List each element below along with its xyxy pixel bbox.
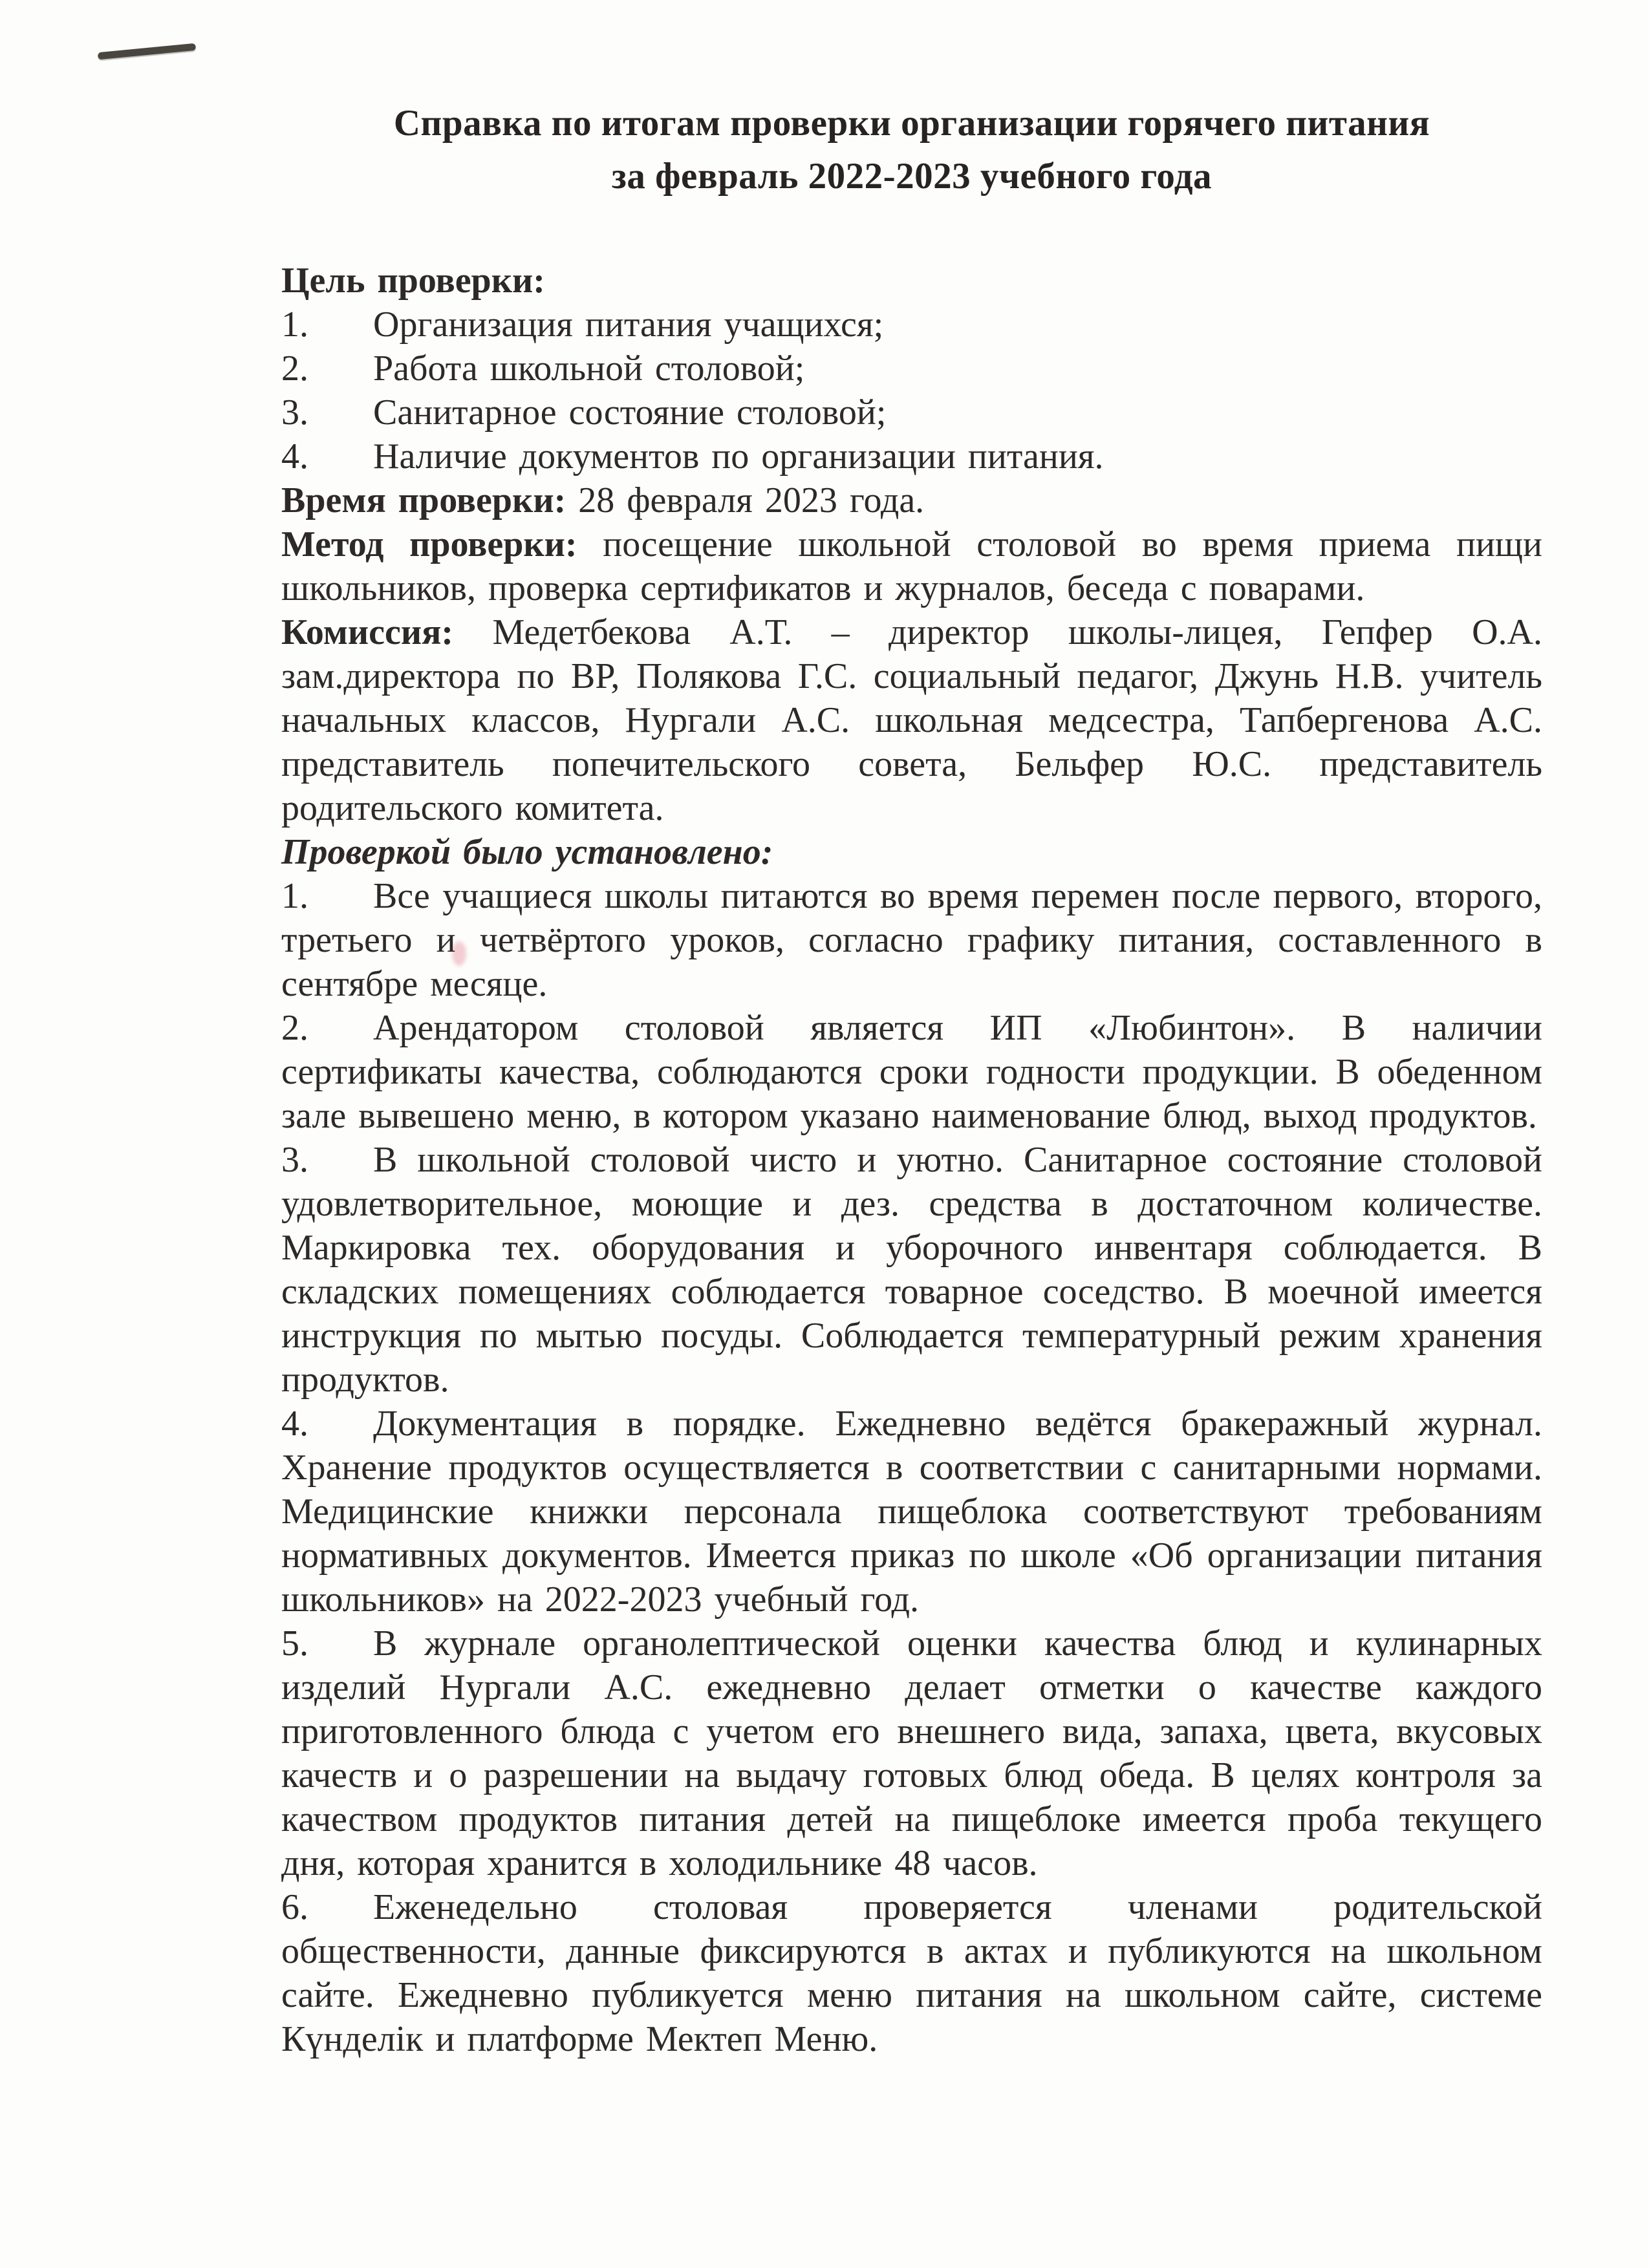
method-text: посещение школьной столовой во время приема пищи школьников, проверка сертификатов и журналов, беседа с поварами. bbox=[281, 524, 1542, 608]
finding-item-3-number: 3. bbox=[281, 1140, 308, 1180]
report-title-line-2: за февраль 2022-2023 учебного года bbox=[611, 156, 1212, 197]
finding-item-2-text: Арендатором столовой является ИП «Любинтон». В наличии сертификаты качества, соблюдаются сроки годности продукции. В обеденном зале вывешено меню, в котором указано наименование блюд, выход продуктов. bbox=[281, 1008, 1542, 1136]
title-gap bbox=[281, 203, 1542, 259]
goal-item-2-text: Работа школьной столовой; bbox=[373, 348, 805, 389]
finding-item-5 bbox=[281, 1621, 1542, 1885]
goal-item-3-number: 3. bbox=[281, 392, 308, 433]
commission-text: Медетбекова А.Т. – директор школы-лицея, Гепфер О.А. зам.директора по ВР, Полякова Г.С. социальный педагог, Джунь Н.В. учитель начальных классов, Нургали А.С. школьная медсестра, Тапбергенова А.С. представитель попечительского совета, Бельфер Ю.С. представитель родительского комитета. bbox=[281, 612, 1542, 828]
commission-label: Комиссия: bbox=[281, 612, 454, 652]
commission-paragraph bbox=[281, 610, 1542, 830]
finding-item-3-text: В школьной столовой чисто и уютно. Санитарное состояние столовой удовлетворительное, моющие и дез. средства в достаточном количестве. Маркировка тех. оборудования и уборочного инвентаря соблюдается. В складских помещениях соблюдается товарное соседство. В моечной имеется инструкция по мытью посуды. Соблюдается температурный режим хранения продуктов. bbox=[281, 1140, 1542, 1400]
goal-item-4-text: Наличие документов по организации питания. bbox=[373, 436, 1104, 476]
goal-item-2 bbox=[281, 347, 1542, 390]
finding-item-5-number: 5. bbox=[281, 1623, 308, 1664]
finding-item-6-number: 6. bbox=[281, 1887, 308, 1927]
time-label: Время проверки: bbox=[281, 480, 566, 520]
finding-item-1-number: 1. bbox=[281, 876, 308, 916]
finding-item-2 bbox=[281, 1006, 1542, 1138]
goal-item-1-number: 1. bbox=[281, 305, 308, 345]
finding-item-6 bbox=[281, 1885, 1542, 2061]
finding-item-2-number: 2. bbox=[281, 1008, 308, 1048]
finding-item-4-text: Документация в порядке. Ежедневно ведётся бракеражный журнал. Хранение продуктов осуществляется в соответствии с санитарными нормами. Медицинские книжки персонала пищеблока соответствуют требованиям нормативных документов. Имеется приказ по школе «Об организации питания школьников» на 2022-2023 учебный год. bbox=[281, 1404, 1542, 1620]
finding-item-5-text: В журнале органолептической оценки качества блюд и кулинарных изделий Нургали А.С. ежедневно делает отметки о качестве каждого приготовленного блюда с учетом его внешнего вида, запаха, цвета, вкусовых качеств и о разрешении на выдачу готовых блюд обеда. В целях контроля за качеством продуктов питания детей на пищеблоке имеется проба текущего дня, которая хранится в холодильнике 48 часов. bbox=[281, 1623, 1542, 1883]
pen-stroke-mark bbox=[98, 43, 196, 60]
goal-item-3 bbox=[281, 390, 1542, 434]
finding-item-1-text: Все учащиеся школы питаются во время перемен после первого, второго, третьего и четвёртого уроков, согласно графику питания, составленного в сентябре месяце. bbox=[281, 876, 1542, 1004]
findings-heading: Проверкой было установлено: bbox=[281, 832, 773, 872]
document-body bbox=[281, 97, 1542, 2061]
goal-item-3-text: Санитарное состояние столовой; bbox=[373, 392, 887, 433]
finding-item-1 bbox=[281, 874, 1542, 1006]
finding-item-4-number: 4. bbox=[281, 1404, 308, 1444]
finding-item-6-text: Еженедельно столовая проверяется членами родительской общественности, данные фиксируются в актах и публикуются на школьном сайте. Ежедневно публикуется меню питания на школьном сайте, системе Күнделік и платформе Мектеп Меню. bbox=[281, 1887, 1542, 2059]
method-paragraph bbox=[281, 522, 1542, 610]
goal-item-2-number: 2. bbox=[281, 348, 308, 389]
goal-heading: Цель проверки: bbox=[281, 261, 545, 301]
goal-item-1 bbox=[281, 303, 1542, 347]
goal-item-4 bbox=[281, 434, 1542, 478]
report-title-line-1: Справка по итогам проверки организации горячего питания bbox=[393, 103, 1430, 144]
time-value: 28 февраля 2023 года. bbox=[578, 480, 925, 520]
time-paragraph bbox=[281, 478, 1542, 522]
finding-item-4 bbox=[281, 1402, 1542, 1621]
finding-item-3 bbox=[281, 1138, 1542, 1402]
goal-item-4-number: 4. bbox=[281, 436, 308, 476]
goal-item-1-text: Организация питания учащихся; bbox=[373, 305, 884, 345]
method-label: Метод проверки: bbox=[281, 524, 577, 564]
